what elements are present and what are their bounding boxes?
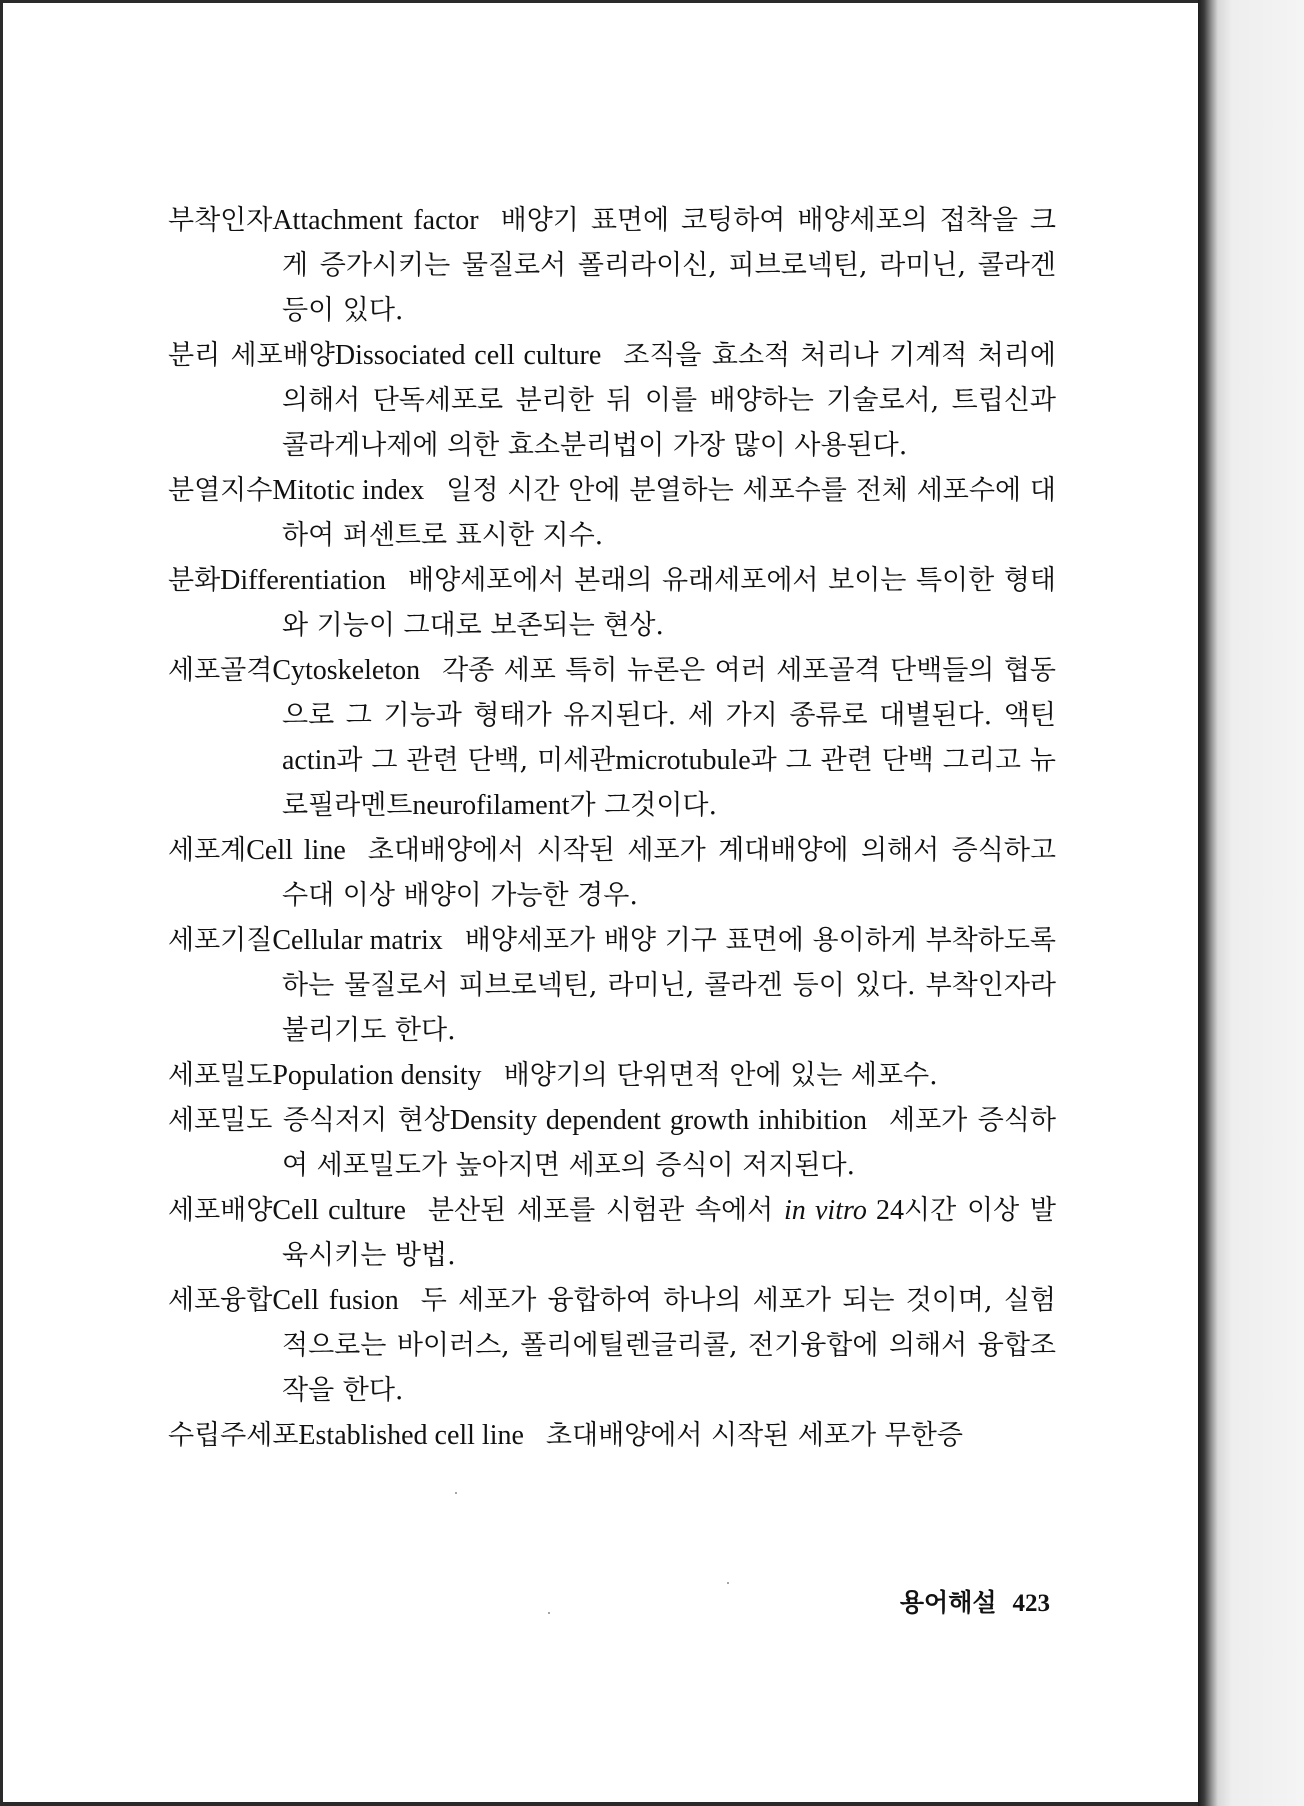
term-english: Differentiation [220,565,387,596]
term-korean: 수립주세포 [168,1420,299,1451]
term-korean: 세포융합 [168,1285,273,1316]
definition-text: 배양세포에서 본래의 유래세포에서 보이는 특이한 형태와 기능이 그대로 보존되는 현상. [282,565,1056,641]
scan-speck [548,1612,550,1614]
term-english: Cell fusion [272,1285,399,1316]
definition-text: 각종 세포 특히 뉴론은 여러 세포골격 단백들의 협동으로 그 기능과 형태가 유지된다. 세 가지 종류로 대별된다. 액틴 [282,655,1056,731]
glossary-entry [168,198,1056,333]
term-english: Cell culture [272,1195,406,1226]
definition-text: 시간 이상 발육시키는 방법. [282,1195,1057,1271]
definition-text: 배양세포가 배양 기구 표면에 용이하게 부착하도록 하는 물질로서 피브로넥틴, 라미닌, 콜라겐 등이 있다. 부착인자라 불리기도 한다. [282,925,1056,1046]
term-korean: 세포밀도 [168,1060,273,1091]
glossary-entry [168,828,1056,918]
definition-text: 분산된 세포를 시험관 속에서 [427,1195,785,1226]
glossary-entry [168,918,1056,1053]
term-korean: 세포골격 [168,655,273,686]
glossary-entry [168,1413,1056,1458]
scan-speck [727,1582,729,1584]
term-english: Established cell line [298,1420,524,1451]
definition-text: 세포가 증식하여 세포밀도가 높아지면 세포의 증식이 저지된다. [282,1105,1056,1181]
definition-text: 조직을 효소적 처리나 기계적 처리에 의해서 단독세포로 분리한 뒤 이를 배양하는 기술로서, 트립신과 콜라게나제에 의한 효소분리법이 가장 많이 사용된다. [282,340,1057,461]
term-korean: 분열지수 [168,475,273,506]
definition-text: neurofilament [412,790,570,821]
glossary-entry [168,558,1056,648]
definition-text: 초대배양에서 시작된 세포가 무한증 [545,1420,963,1451]
definition-text: 초대배양에서 시작된 세포가 계대배양에 의해서 증식하고 수대 이상 배양이 가능한 경우. [282,835,1056,911]
definition-text: 일정 시간 안에 분열하는 세포수를 전체 세포수에 대하여 퍼센트로 표시한 지수. [282,475,1056,551]
scan-border-left [0,0,3,1806]
glossary-entry [168,1278,1056,1413]
term-korean: 분화 [168,565,221,596]
glossary-entry [168,648,1056,828]
definition-text: 배양기 표면에 코팅하여 배양세포의 접착을 크게 증가시키는 물질로서 폴리라이신, 피브로넥틴, 라미닌, 콜라겐 등이 있다. [282,205,1056,326]
term-korean: 부착인자 [168,205,273,236]
scan-border-top [0,0,1304,3]
definition-text: 두 세포가 융합하여 하나의 세포가 되는 것이며, 실험적으로는 바이러스, 폴리에틸렌글리콜, 전기융합에 의해서 융합조작을 한다. [282,1285,1056,1406]
glossary-entry [168,1053,1056,1098]
definition-text: 24 [866,1195,905,1226]
page-number: 423 [1012,1590,1050,1617]
term-english: Density dependent growth inhibition [449,1105,867,1136]
term-english: Attachment factor [272,205,479,236]
definition-text: 배양기의 단위면적 안에 있는 세포수. [503,1060,938,1091]
definition-text: actin [282,745,337,776]
definition-text: microtubule [615,745,751,776]
term-english: Mitotic index [272,475,425,506]
term-korean: 세포배양 [168,1195,273,1226]
definition-text: 가 그것이다. [569,790,718,821]
definition-text: in vitro [784,1195,867,1226]
term-english: Dissociated cell culture [334,340,602,371]
term-english: Population density [272,1060,482,1091]
page-footer [820,1583,1050,1619]
scan-speck [455,1492,457,1494]
term-korean: 분리 세포배양 [168,340,335,371]
scan-border-bottom [0,1802,1304,1806]
term-english: Cellular matrix [272,925,443,956]
glossary-entry [168,1188,1056,1278]
page-edge-shadow [1198,0,1304,1806]
term-korean: 세포기질 [168,925,273,956]
definition-text: 과 그 관련 단백 그리고 뉴로필라멘트 [282,745,1056,821]
running-section-title: 용어해설 [899,1588,997,1617]
term-english: Cytoskeleton [272,655,421,686]
term-korean: 세포밀도 증식저지 현상 [168,1105,450,1136]
definition-text: 과 그 관련 단백, 미세관 [336,745,616,776]
glossary-entry [168,468,1056,558]
glossary-entry [168,333,1056,468]
glossary-entry [168,1098,1056,1188]
term-korean: 세포계 [168,835,247,866]
term-english: Cell line [246,835,346,866]
glossary-list [168,198,1056,1458]
